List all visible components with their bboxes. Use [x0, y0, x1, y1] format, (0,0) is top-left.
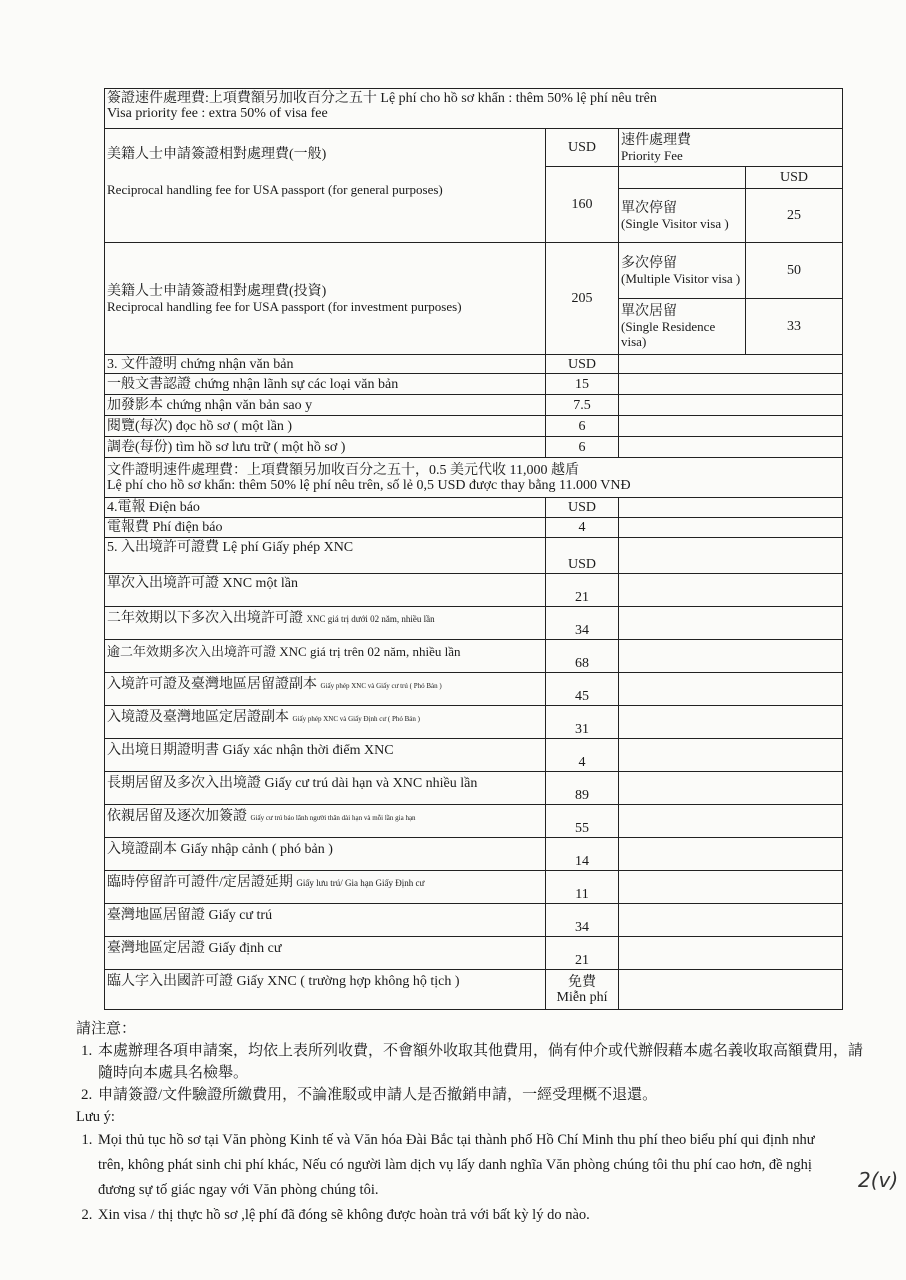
section3-row-label: 加發影本 chứng nhận văn bản sao y [105, 395, 546, 416]
notes-zh-list [76, 1040, 876, 1106]
section4-unit: USD [546, 498, 619, 518]
section5-row [105, 772, 843, 805]
usa-investment-label [105, 243, 546, 355]
section3-note-vn: Lệ phí cho hồ sơ khẩn: thêm 50% lệ phí nêu trên, số lẻ 0,5 USD được thay bằng 11.000 VNĐ [107, 477, 631, 493]
section5-row [105, 805, 843, 838]
priority-blank-cell [619, 167, 746, 189]
permit-zh: 臺灣地區定居證 Giấy định cư [107, 941, 282, 956]
permit-vn: Giấy phép XNC và Giấy cư trú ( Phó Bản ) [320, 682, 442, 690]
section3-row [105, 437, 843, 458]
permit-fee: 21 [546, 937, 619, 970]
visa-priority-fee-line2: Visa priority fee : extra 50% of visa fee [107, 106, 328, 121]
visa-priority-fee-line1: 簽證速件處理費:上項費額另加收百分之五十 Lệ phí cho hồ sơ khẩn : thêm 50% lệ phí nêu trên [107, 91, 657, 106]
permit-zh: 長期居留及多次入出境證 Giấy cư trú dài hạn và XNC nhiều lần [107, 776, 478, 791]
permit-fee: 34 [546, 904, 619, 937]
section5-row [105, 838, 843, 871]
usa-investment-zh: 美籍人士申請簽證相對處理費(投資) [107, 283, 327, 299]
multiple-visitor-en: (Multiple Visitor visa ) [621, 270, 741, 286]
usa-general-label [105, 129, 546, 243]
permit-zh: 逾二年效期多次入出境許可證 XNC giá trị trên 02 năm, nhiều lần [107, 644, 461, 659]
permit-zh: 入境證及臺灣地區定居證副本 [107, 710, 293, 725]
notes-zh-item: 1. 本處辦理各項申請案，均依上表所列收費，不會額外收取其他費用，倘有仲介或代辦假藉本處名義收取高額費用，請隨時向本處具名檢舉。 [96, 1040, 876, 1084]
permit-zh: 二年效期以下多次入出境許可證 [107, 611, 307, 626]
permit-fee: 4 [546, 739, 619, 772]
priority-usd-header: USD [746, 167, 843, 189]
section5-unit: USD [546, 538, 619, 574]
permit-fee: 89 [546, 772, 619, 805]
section3-row-fee: 15 [546, 374, 619, 395]
priority-fee-zh: 速件處理費 [621, 132, 691, 148]
notes-vn-item: 1. Mọi thủ tục hồ sơ tại Văn phòng Kinh tế và Văn hóa Đài Bắc tại thành phố Hồ Chí Minh thu phí theo biểu phí qui định như trên, không phát sinh chi phí khác, Nếu có người làm dịch vụ lấy danh nghĩa Văn phòng chúng tôi thu phí cao hơn, đề nghị đương sự tố giác ngay với Văn phòng chúng tôi. [96, 1128, 876, 1203]
section5-row [105, 640, 843, 673]
section3-row-fee: 6 [546, 416, 619, 437]
section4-row-label: 電報費 Phí điện báo [105, 518, 546, 538]
permit-vn: Giấy lưu trú/ Gia hạn Giấy Định cư [296, 878, 425, 888]
section3-note-zh: 文件證明速件處理費：上項費額另加收百分之五十，0.5 美元代收 11,000 越盾 [107, 462, 579, 478]
section3-row-fee: 7.5 [546, 395, 619, 416]
section5-row [105, 937, 843, 970]
section3-row [105, 374, 843, 395]
section5-row [105, 739, 843, 772]
notes-vn-list [76, 1128, 876, 1228]
permit-zh: 臨人字入出國許可證 Giấy XNC ( trường hợp không hộ tịch ) [107, 974, 460, 989]
usa-usd-header: USD [546, 129, 619, 167]
single-visitor-en: (Single Visitor visa ) [621, 215, 729, 231]
section5-row [105, 607, 843, 640]
section4-header-row [105, 498, 843, 518]
single-visitor-fee: 25 [746, 189, 843, 243]
section4-row-fee: 4 [546, 518, 619, 538]
single-residence-zh: 單次居留 [621, 304, 677, 319]
notes-zh-heading: 請注意： [76, 1021, 137, 1037]
priority-fee-header [619, 129, 843, 167]
section5-header-row [105, 538, 843, 574]
single-visitor-zh: 單次停留 [621, 200, 677, 216]
permit-vn: Giấy phép XNC và Giấy Định cư ( Phó Bản ) [292, 715, 420, 723]
section4-title: 4.電報 Điện báo [105, 498, 546, 518]
usa-general-en: Reciprocal handling fee for USA passport (for general purposes) [107, 182, 443, 197]
single-residence-label [619, 299, 746, 355]
section4-row [105, 518, 843, 538]
permit-fee-vn: Miễn phí [556, 989, 608, 1005]
section5-row [105, 904, 843, 937]
fee-table [104, 88, 843, 1010]
usa-general-zh: 美籍人士申請簽證相對處理費(一般) [107, 147, 327, 162]
permit-zh: 臺灣地區居留證 Giấy cư trú [107, 908, 273, 923]
single-residence-fee: 33 [746, 299, 843, 355]
permit-fee: 34 [546, 607, 619, 640]
permit-fee: 21 [546, 574, 619, 607]
permit-fee: 55 [546, 805, 619, 838]
permit-fee: 45 [546, 673, 619, 706]
section5-row [105, 970, 843, 1010]
section5-row [105, 574, 843, 607]
section3-header-row [105, 355, 843, 374]
section3-note-row [105, 458, 843, 498]
permit-zh: 單次入出境許可證 XNC một lần [107, 576, 298, 591]
permit-zh: 入出境日期證明書 Giấy xác nhận thời điểm XNC [107, 743, 394, 758]
permit-fee: 68 [546, 640, 619, 673]
permit-zh: 臨時停留許可證件/定居證延期 [107, 875, 297, 890]
usa-investment-en: Reciprocal handling fee for USA passport (for investment purposes) [107, 298, 462, 314]
usa-general-fee: 160 [546, 167, 619, 243]
usa-investment-row-1 [105, 243, 843, 299]
permit-vn: XNC giá trị dưới 02 năm, nhiều lần [306, 614, 435, 624]
section3-row [105, 395, 843, 416]
section3-row-fee: 6 [546, 437, 619, 458]
permit-fee: 11 [546, 871, 619, 904]
priority-fee-en: Priority Fee [621, 147, 683, 163]
multiple-visitor-fee: 50 [746, 243, 843, 299]
notes-vn-item: 2. Xin visa / thị thực hồ sơ ,lệ phí đã đóng sẽ không được hoàn trả với bất kỳ lý do nào. [96, 1203, 876, 1228]
section3-title: 3. 文件證明 chứng nhận văn bản [105, 355, 546, 374]
permit-zh: 入境證副本 Giấy nhập cảnh ( phó bản ) [107, 842, 333, 857]
permit-fee: 免費 [568, 974, 596, 990]
section3-row-label: 調卷(每份) tìm hồ sơ lưu trữ ( một hồ sơ ) [105, 437, 546, 458]
section5-row [105, 871, 843, 904]
multiple-visitor-label [619, 243, 746, 299]
section3-unit: USD [546, 355, 619, 374]
single-residence-en: (Single Residence visa) [621, 319, 716, 349]
visa-priority-fee-row [105, 89, 843, 129]
notes-vn-heading: Lưu ý: [76, 1109, 115, 1125]
section5-title: 5. 入出境許可證費 Lệ phí Giấy phép XNC [105, 538, 546, 574]
page-mark: 2(v) [858, 1168, 899, 1192]
section3-row-label: 一般文書認證 chứng nhận lãnh sự các loại văn bản [105, 374, 546, 395]
permit-zh: 依親居留及逐次加簽證 [107, 809, 251, 824]
permit-fee: 31 [546, 706, 619, 739]
section3-row-label: 閱覽(每次) đọc hồ sơ ( một lần ) [105, 416, 546, 437]
section3-row [105, 416, 843, 437]
notes-zh-item: 2. 申請簽證/文件驗證所繳費用，不論准駁或申請人是否撤銷申請，一經受理概不退還。 [96, 1084, 876, 1106]
permit-vn: Giấy cư trú bảo lãnh người thân dài hạn và mỗi lần gia hạn [250, 814, 416, 822]
section5-row [105, 673, 843, 706]
multiple-visitor-zh: 多次停留 [621, 255, 677, 271]
single-visitor-label [619, 189, 746, 243]
section5-row [105, 706, 843, 739]
usa-investment-fee: 205 [546, 243, 619, 355]
permit-zh: 入境許可證及臺灣地區居留證副本 [107, 677, 321, 692]
notes-section [76, 1018, 876, 1228]
permit-fee-free [546, 970, 619, 1010]
usa-general-row-1 [105, 129, 843, 167]
permit-fee: 14 [546, 838, 619, 871]
